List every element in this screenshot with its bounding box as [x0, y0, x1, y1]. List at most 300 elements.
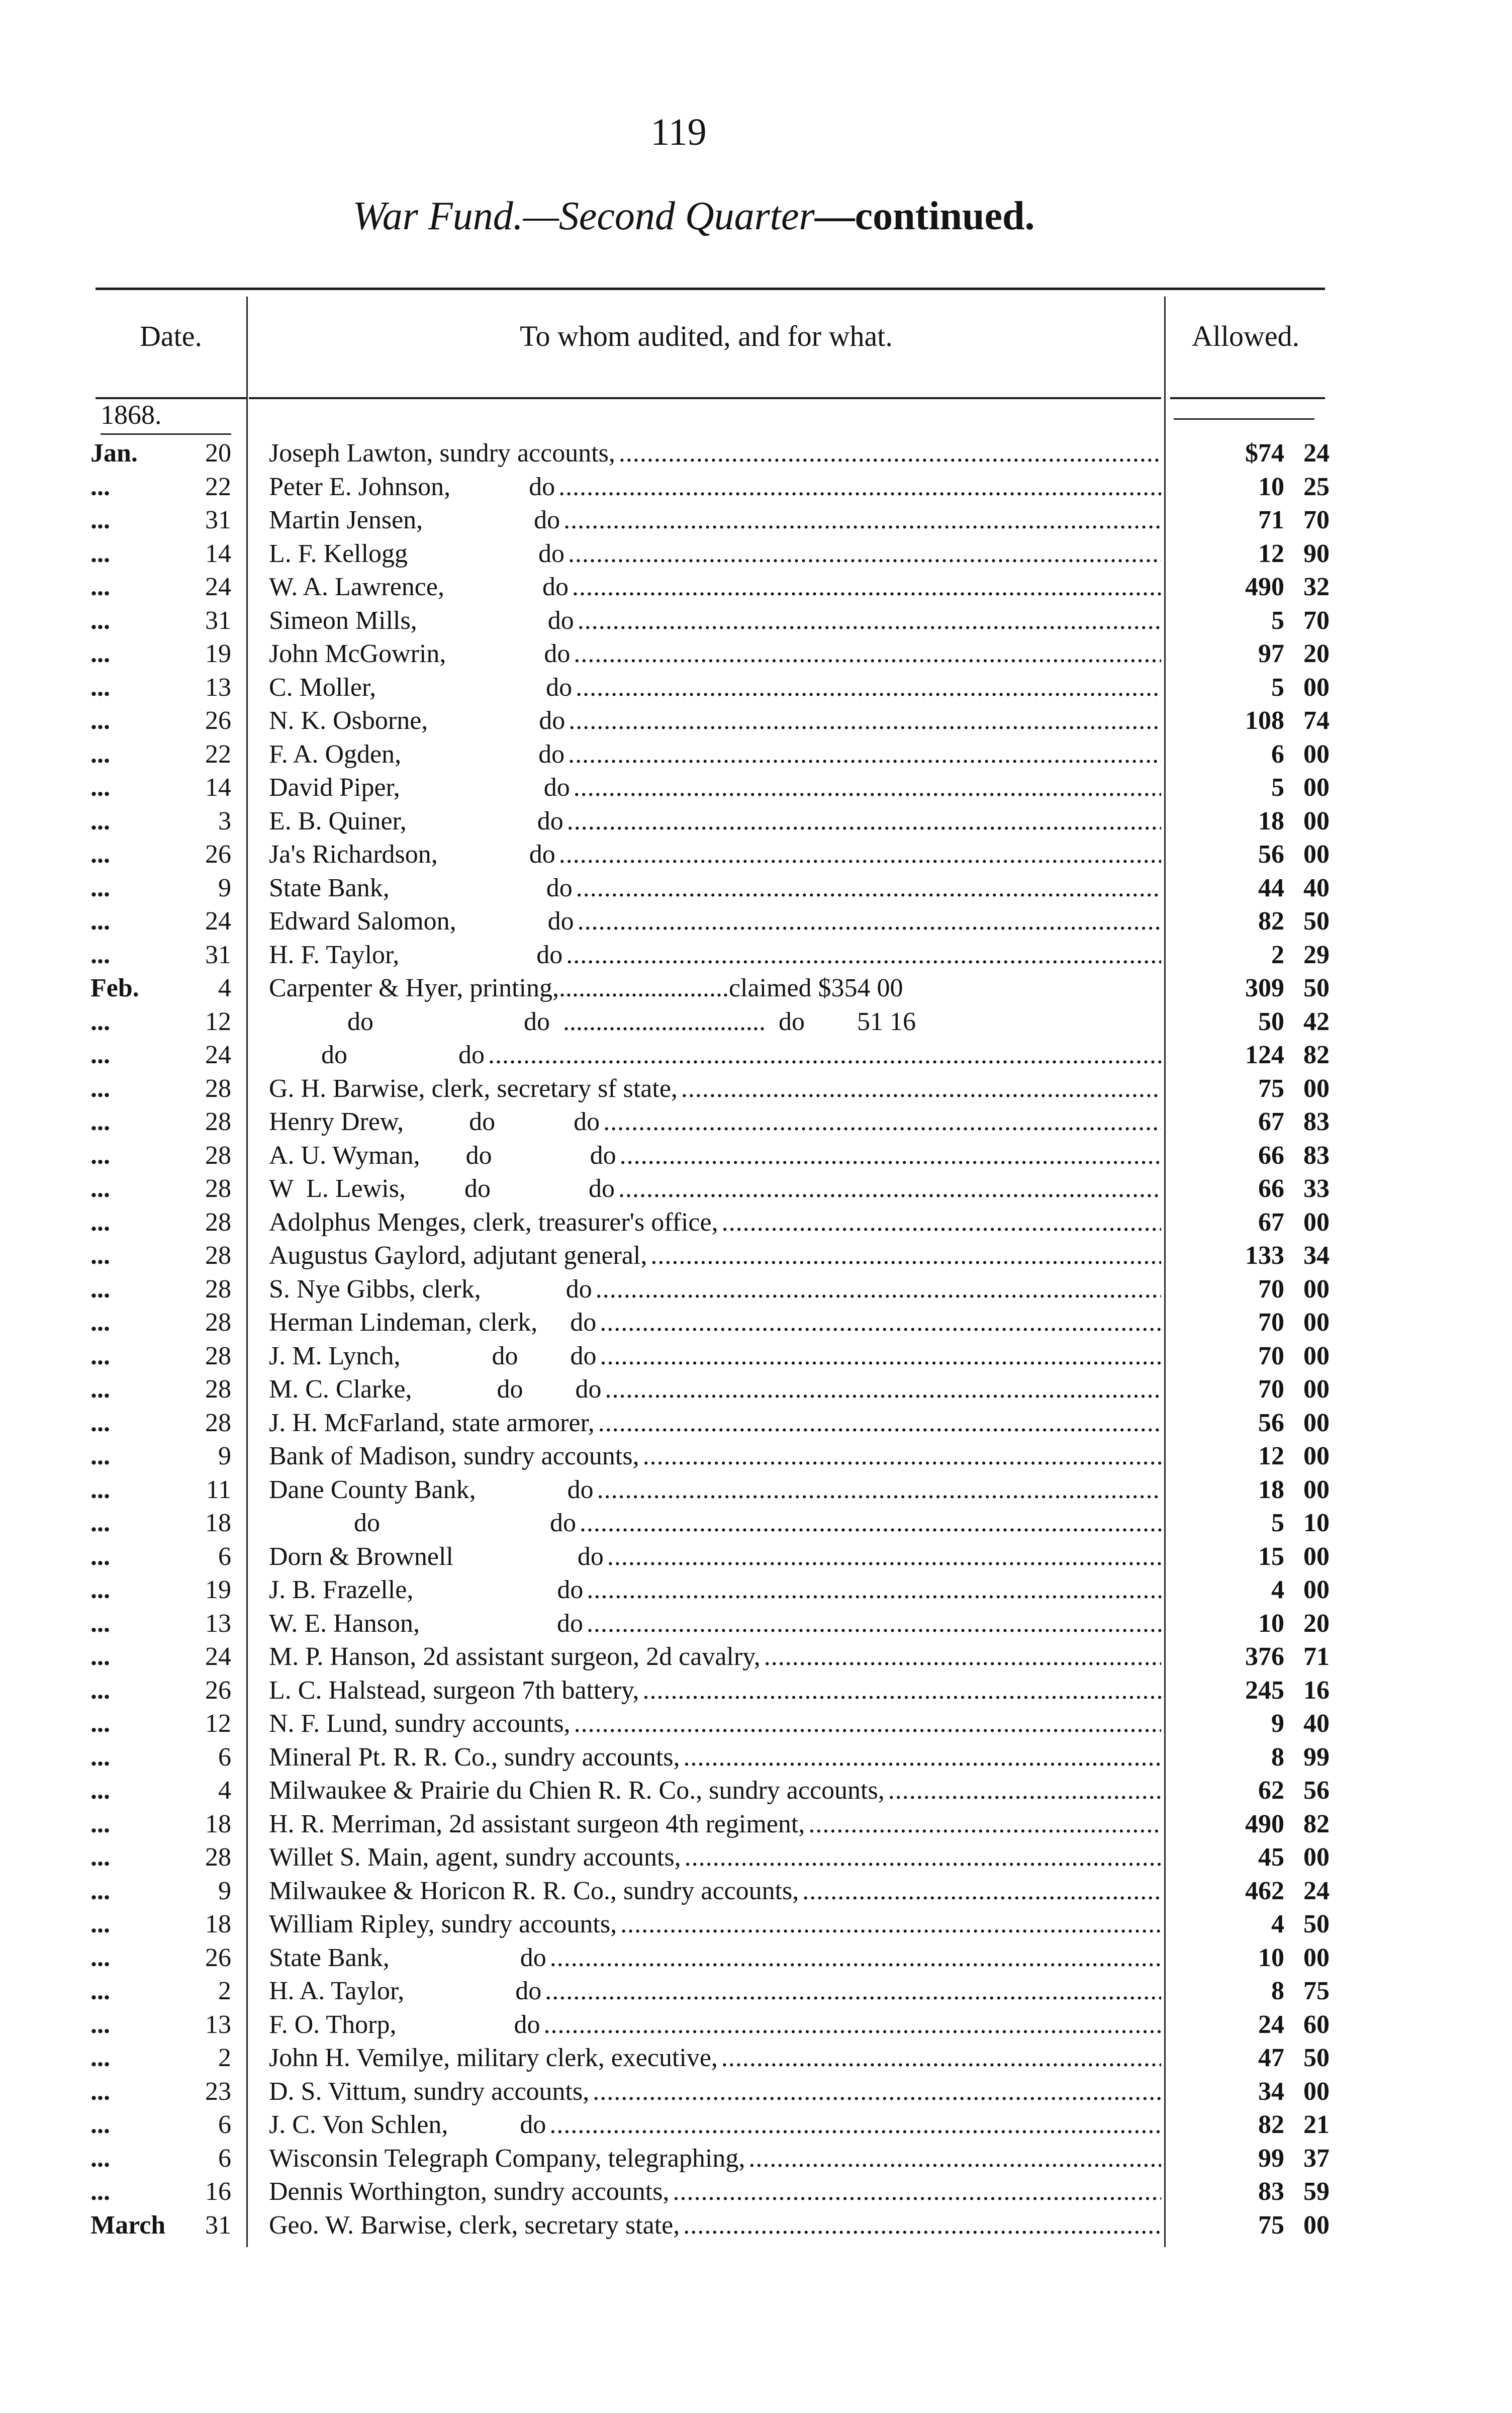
row-allowed-cents: 82: [1303, 1041, 1330, 1069]
row-allowed-cents: 24: [1303, 1876, 1330, 1905]
row-month: ...: [90, 1776, 110, 1805]
row-allowed-cents: 83: [1303, 1107, 1330, 1136]
row-allowed-cents: 00: [1303, 1843, 1330, 1872]
table-row: [0, 470, 1512, 504]
row-allowed-dollars: 8: [1271, 1742, 1284, 1772]
row-allowed-cents: 50: [1303, 1910, 1330, 1938]
table-row: [0, 1740, 1512, 1774]
row-allowed-dollars: 24: [1258, 2010, 1284, 2039]
row-allowed-cents: 20: [1303, 1609, 1330, 1638]
row-month: ...: [90, 940, 110, 969]
row-day: 6: [218, 1742, 231, 1772]
row-allowed-dollars: 245: [1245, 1676, 1284, 1705]
row-description: J. M. Lynch, do do . . .: [269, 1342, 1161, 1370]
row-month: ...: [90, 1041, 110, 1069]
row-description: F. O. Thorp, do . . .: [269, 2011, 1161, 2039]
row-day: 18: [205, 1509, 231, 1537]
row-allowed-dollars: 462: [1245, 1876, 1284, 1905]
row-allowed-dollars: 18: [1258, 1475, 1284, 1504]
table-row: [0, 1139, 1512, 1172]
row-allowed-dollars: 4: [1271, 1575, 1284, 1604]
row-description: H. A. Taylor, do . . .: [269, 1977, 1161, 2005]
row-month: ...: [90, 1442, 110, 1470]
row-allowed-cents: 00: [1303, 1475, 1330, 1504]
row-allowed-dollars: 12: [1258, 539, 1284, 568]
row-day: 18: [205, 1910, 231, 1938]
row-allowed-dollars: 47: [1258, 2044, 1284, 2072]
row-month: ...: [90, 2110, 110, 2139]
row-allowed-cents: 71: [1303, 1642, 1330, 1671]
row-day: 13: [205, 673, 231, 702]
table-row: [0, 2075, 1512, 2108]
table-row: [0, 1306, 1512, 1339]
row-day: 14: [205, 773, 231, 802]
header-rule-description: [249, 397, 1161, 399]
row-allowed-dollars: 44: [1258, 873, 1284, 902]
row-month: ...: [90, 1341, 110, 1370]
row-month: ...: [90, 1375, 110, 1404]
row-month: ...: [90, 873, 110, 902]
row-description: State Bank, do . . .: [269, 1944, 1161, 1972]
row-description: E. B. Quiner, do . . .: [269, 807, 1161, 836]
row-month: ...: [90, 1074, 110, 1103]
row-description: A. U. Wyman, do do . . .: [269, 1142, 1161, 1170]
row-day: 26: [205, 1943, 231, 1972]
row-month: ...: [90, 1876, 110, 1905]
row-allowed-dollars: 56: [1258, 840, 1284, 869]
row-day: 9: [218, 873, 231, 902]
row-allowed-cents: 29: [1303, 940, 1330, 969]
row-allowed-cents: 21: [1303, 2110, 1330, 2139]
row-month: March: [90, 2210, 166, 2240]
table-row: [0, 1038, 1512, 1072]
row-allowed-cents: 56: [1303, 1776, 1330, 1805]
row-description: Bank of Madison, sundry accounts, . . .: [269, 1442, 1161, 1470]
row-allowed-dollars: 71: [1258, 506, 1284, 534]
table-row: [0, 570, 1512, 604]
row-allowed-dollars: 34: [1258, 2077, 1284, 2106]
row-description: J. H. McFarland, state armorer, . . .: [269, 1409, 1161, 1437]
row-day: 28: [205, 1208, 231, 1237]
table-row: [0, 737, 1512, 771]
row-allowed-dollars: 82: [1258, 907, 1284, 936]
row-allowed-cents: 00: [1303, 1208, 1330, 1237]
row-allowed-cents: 70: [1303, 606, 1330, 635]
table-row: [0, 971, 1512, 1005]
row-allowed-cents: 50: [1303, 974, 1330, 1002]
row-day: 16: [205, 2177, 231, 2206]
table-row: [0, 1640, 1512, 1674]
row-day: 9: [218, 1876, 231, 1905]
row-description: William Ripley, sundry accounts, . . .: [269, 1910, 1161, 1938]
row-allowed-dollars: 490: [1245, 1809, 1284, 1838]
page-title-continued: —continued.: [814, 194, 1035, 238]
table-row: [0, 2008, 1512, 2041]
row-allowed-cents: 33: [1303, 1174, 1330, 1203]
table-row: [0, 1473, 1512, 1507]
row-month: Jan.: [90, 439, 138, 468]
row-description: L. F. Kellogg do . . .: [269, 540, 1161, 568]
row-month: ...: [90, 539, 110, 568]
row-description: Dorn & Brownell do . . .: [269, 1543, 1161, 1571]
row-allowed-cents: 00: [1303, 1375, 1330, 1404]
row-allowed-dollars: 5: [1271, 1509, 1284, 1537]
row-description: Adolphus Menges, clerk, treasurer's office, . . .: [269, 1209, 1161, 1237]
row-description: M. C. Clarke, do do . . .: [269, 1375, 1161, 1404]
table-row: [0, 1205, 1512, 1239]
row-allowed-cents: 99: [1303, 1742, 1330, 1772]
row-day: 4: [218, 974, 231, 1002]
row-day: 14: [205, 539, 231, 568]
row-allowed-cents: 00: [1303, 1074, 1330, 1103]
row-day: 28: [205, 1408, 231, 1437]
table-row: [0, 537, 1512, 571]
row-month: ...: [90, 2144, 110, 2173]
row-description: Dennis Worthington, sundry accounts, . . .: [269, 2178, 1161, 2206]
header-rule-allowed: [1170, 397, 1325, 399]
row-allowed-cents: 00: [1303, 739, 1330, 769]
table-row: [0, 1005, 1512, 1039]
row-allowed-dollars: 15: [1258, 1542, 1284, 1571]
table-row: [0, 1573, 1512, 1607]
row-day: 28: [205, 1308, 231, 1337]
row-allowed-dollars: $74: [1245, 439, 1284, 468]
row-allowed-dollars: 10: [1258, 1609, 1284, 1638]
row-day: 13: [205, 1609, 231, 1638]
table-row: [0, 1072, 1512, 1105]
table-row: [0, 1439, 1512, 1473]
row-allowed-cents: 00: [1303, 840, 1330, 869]
table-row: [0, 436, 1512, 470]
row-allowed-dollars: 67: [1258, 1208, 1284, 1237]
table-row: [0, 503, 1512, 537]
row-description: Edward Salomon, do . . .: [269, 907, 1161, 936]
table-row: [0, 938, 1512, 972]
table-row: [0, 2175, 1512, 2208]
row-description: do do . . .: [269, 1509, 1161, 1537]
row-description: H. R. Merriman, 2d assistant surgeon 4th regiment, . . .: [269, 1810, 1161, 1838]
row-day: 23: [205, 2077, 231, 2106]
row-day: 28: [205, 1341, 231, 1370]
row-allowed-cents: 34: [1303, 1241, 1330, 1270]
row-month: ...: [90, 1575, 110, 1604]
row-allowed-dollars: 50: [1258, 1007, 1284, 1036]
row-month: ...: [90, 472, 110, 501]
row-allowed-dollars: 70: [1258, 1274, 1284, 1304]
table-row: [0, 871, 1512, 905]
row-month: ...: [90, 1208, 110, 1237]
row-month: ...: [90, 673, 110, 702]
row-allowed-dollars: 45: [1258, 1843, 1284, 1872]
row-allowed-dollars: 124: [1245, 1041, 1284, 1069]
row-day: 31: [205, 940, 231, 969]
row-month: ...: [90, 1408, 110, 1437]
row-allowed-dollars: 83: [1258, 2177, 1284, 2206]
row-allowed-cents: 25: [1303, 472, 1330, 501]
row-description: Willet S. Main, agent, sundry accounts, . . .: [269, 1843, 1161, 1872]
row-description: do do ............................... do 51 16: [269, 1007, 916, 1036]
row-description: J. C. Von Schlen, do . . .: [269, 2111, 1161, 2139]
row-month: ...: [90, 1475, 110, 1504]
row-allowed-cents: 90: [1303, 539, 1330, 568]
row-allowed-dollars: 62: [1258, 1776, 1284, 1805]
row-allowed-cents: 00: [1303, 806, 1330, 836]
row-description: State Bank, do . . .: [269, 874, 1161, 902]
row-allowed-cents: 42: [1303, 1007, 1330, 1036]
row-allowed-cents: 37: [1303, 2144, 1330, 2173]
row-day: 6: [218, 2144, 231, 2173]
row-allowed-cents: 59: [1303, 2177, 1330, 2206]
row-allowed-cents: 10: [1303, 1509, 1330, 1537]
row-allowed-cents: 00: [1303, 2210, 1330, 2240]
row-allowed-dollars: 5: [1271, 773, 1284, 802]
row-month: ...: [90, 1141, 110, 1170]
row-allowed-cents: 40: [1303, 873, 1330, 902]
row-description: Ja's Richardson, do . . .: [269, 841, 1161, 869]
row-description: Dane County Bank, do . . .: [269, 1476, 1161, 1504]
row-allowed-cents: 40: [1303, 1709, 1330, 1738]
row-description: D. S. Vittum, sundry accounts, . . .: [269, 2078, 1161, 2106]
year-label: 1868.: [101, 400, 162, 430]
row-month: Feb.: [90, 974, 139, 1002]
row-allowed-cents: 00: [1303, 1442, 1330, 1470]
row-day: 28: [205, 1274, 231, 1304]
row-day: 11: [206, 1475, 231, 1504]
table-row: [0, 838, 1512, 871]
row-allowed-dollars: 2: [1271, 940, 1284, 969]
row-allowed-cents: 82: [1303, 1809, 1330, 1838]
row-allowed-dollars: 56: [1258, 1408, 1284, 1437]
row-month: ...: [90, 606, 110, 635]
row-description: L. C. Halstead, surgeon 7th battery, . . .: [269, 1677, 1161, 1705]
row-month: ...: [90, 639, 110, 668]
ledger-table-body: [0, 436, 1512, 2242]
row-allowed-cents: 00: [1303, 1274, 1330, 1304]
row-day: 28: [205, 1174, 231, 1203]
allowed-underline: [1174, 418, 1314, 420]
row-month: ...: [90, 2177, 110, 2206]
table-row: [0, 1774, 1512, 1807]
table-row: [0, 1807, 1512, 1841]
row-month: ...: [90, 1943, 110, 1972]
table-row: [0, 1339, 1512, 1373]
row-day: 2: [218, 2044, 231, 2072]
header-rule-date: [96, 397, 246, 399]
table-row: [0, 604, 1512, 637]
row-month: ...: [90, 706, 110, 735]
row-day: 3: [218, 806, 231, 836]
row-description: Simeon Mills, do . . .: [269, 607, 1161, 635]
row-day: 26: [205, 706, 231, 735]
row-day: 26: [205, 840, 231, 869]
row-description: Carpenter & Hyer, printing,..........................claimed $354 00: [269, 974, 903, 1002]
row-allowed-dollars: 70: [1258, 1341, 1284, 1370]
row-day: 22: [205, 739, 231, 769]
table-row: [0, 704, 1512, 737]
row-allowed-cents: 50: [1303, 2044, 1330, 2072]
row-day: 13: [205, 2010, 231, 2039]
row-allowed-dollars: 108: [1245, 706, 1284, 735]
row-month: ...: [90, 1174, 110, 1203]
row-description: Mineral Pt. R. R. Co., sundry accounts, . . .: [269, 1743, 1161, 1772]
table-row: [0, 1674, 1512, 1707]
row-description: David Piper, do . . .: [269, 774, 1161, 802]
row-month: ...: [90, 1843, 110, 1872]
row-allowed-cents: 60: [1303, 2010, 1330, 2039]
row-allowed-cents: 16: [1303, 1676, 1330, 1705]
row-allowed-cents: 70: [1303, 506, 1330, 534]
row-allowed-dollars: 490: [1245, 573, 1284, 601]
row-day: 28: [205, 1843, 231, 1872]
year-underline: [101, 433, 231, 435]
row-allowed-dollars: 9: [1271, 1709, 1284, 1738]
row-month: ...: [90, 1977, 110, 2005]
row-description: W. E. Hanson, do . . .: [269, 1610, 1161, 1638]
row-description: Geo. W. Barwise, clerk, secretary state, . . .: [269, 2211, 1161, 2240]
row-allowed-cents: 00: [1303, 673, 1330, 702]
row-allowed-cents: 83: [1303, 1141, 1330, 1170]
row-month: ...: [90, 1007, 110, 1036]
row-description: do do . . .: [269, 1041, 1161, 1069]
table-row: [0, 1941, 1512, 1975]
row-day: 6: [218, 1542, 231, 1571]
table-row: [0, 1540, 1512, 1573]
row-allowed-dollars: 67: [1258, 1107, 1284, 1136]
row-month: ...: [90, 506, 110, 534]
row-day: 24: [205, 907, 231, 936]
row-allowed-cents: 50: [1303, 907, 1330, 936]
row-day: 24: [205, 1642, 231, 1671]
row-allowed-dollars: 5: [1271, 673, 1284, 702]
row-day: 19: [205, 1575, 231, 1604]
row-day: 4: [218, 1776, 231, 1805]
page-title-main: War Fund.—Second Quarter: [352, 194, 815, 238]
row-description: G. H. Barwise, clerk, secretary sf state, . . .: [269, 1075, 1161, 1103]
row-day: 24: [205, 573, 231, 601]
row-month: ...: [90, 840, 110, 869]
row-month: ...: [90, 2044, 110, 2072]
table-row: [0, 1105, 1512, 1139]
row-allowed-dollars: 66: [1258, 1174, 1284, 1203]
row-month: ...: [90, 1241, 110, 1270]
row-month: ...: [90, 907, 110, 936]
row-description: Henry Drew, do do . . .: [269, 1108, 1161, 1136]
table-row: [0, 1506, 1512, 1540]
table-row: [0, 1707, 1512, 1740]
table-row: [0, 1172, 1512, 1205]
table-row: [0, 671, 1512, 704]
table-row: [0, 2041, 1512, 2075]
row-allowed-cents: 75: [1303, 1977, 1330, 2005]
row-day: 22: [205, 472, 231, 501]
row-description: John H. Vemilye, military clerk, executive, . . .: [269, 2044, 1161, 2072]
row-allowed-dollars: 5: [1271, 606, 1284, 635]
row-month: ...: [90, 573, 110, 601]
table-row: [0, 904, 1512, 938]
row-allowed-cents: 20: [1303, 639, 1330, 668]
row-allowed-dollars: 309: [1245, 974, 1284, 1002]
row-description: John McGowrin, do . . .: [269, 640, 1161, 668]
row-allowed-dollars: 18: [1258, 806, 1284, 836]
row-day: 31: [205, 506, 231, 534]
table-row: [0, 771, 1512, 804]
row-month: ...: [90, 2077, 110, 2106]
row-day: 28: [205, 1375, 231, 1404]
table-row: [0, 1239, 1512, 1272]
row-day: 26: [205, 1676, 231, 1705]
row-allowed-cents: 24: [1303, 439, 1330, 468]
row-description: H. F. Taylor, do . . .: [269, 941, 1161, 969]
row-allowed-dollars: 82: [1258, 2110, 1284, 2139]
table-row: [0, 1907, 1512, 1941]
row-month: ...: [90, 739, 110, 769]
row-allowed-dollars: 70: [1258, 1375, 1284, 1404]
row-day: 2: [218, 1977, 231, 2005]
table-row: [0, 1406, 1512, 1440]
row-month: ...: [90, 1742, 110, 1772]
row-allowed-dollars: 12: [1258, 1442, 1284, 1470]
row-description: Milwaukee & Horicon R. R. Co., sundry accounts, . . .: [269, 1877, 1161, 1905]
row-allowed-cents: 00: [1303, 2077, 1330, 2106]
row-day: 28: [205, 1107, 231, 1136]
row-day: 20: [205, 439, 231, 468]
row-description: Augustus Gaylord, adjutant general, . . .: [269, 1242, 1161, 1270]
row-description: N. K. Osborne, do . . .: [269, 707, 1161, 735]
row-month: ...: [90, 2010, 110, 2039]
row-description: J. B. Frazelle, do . . .: [269, 1576, 1161, 1604]
row-allowed-dollars: 376: [1245, 1642, 1284, 1671]
table-row: [0, 1272, 1512, 1306]
row-description: Martin Jensen, do . . .: [269, 506, 1161, 534]
row-description: Herman Lindeman, clerk, do . . .: [269, 1309, 1161, 1337]
row-description: Peter E. Johnson, do . . .: [269, 473, 1161, 501]
row-month: ...: [90, 773, 110, 802]
row-allowed-dollars: 99: [1258, 2144, 1284, 2173]
row-allowed-dollars: 75: [1258, 1074, 1284, 1103]
row-day: 28: [205, 1141, 231, 1170]
row-description: W L. Lewis, do do . . .: [269, 1175, 1161, 1203]
table-row: [0, 1874, 1512, 1908]
row-allowed-dollars: 70: [1258, 1308, 1284, 1337]
row-day: 9: [218, 1442, 231, 1470]
row-month: ...: [90, 1542, 110, 1571]
table-row: [0, 2108, 1512, 2142]
row-day: 28: [205, 1241, 231, 1270]
row-allowed-dollars: 97: [1258, 639, 1284, 668]
row-month: ...: [90, 1642, 110, 1671]
header-allowed: Allowed.: [1191, 320, 1300, 352]
row-allowed-cents: 32: [1303, 573, 1330, 601]
row-month: ...: [90, 1609, 110, 1638]
row-month: ...: [90, 1274, 110, 1304]
row-allowed-dollars: 10: [1258, 472, 1284, 501]
row-allowed-dollars: 75: [1258, 2210, 1284, 2240]
row-description: M. P. Hanson, 2d assistant surgeon, 2d cavalry, . . .: [269, 1643, 1161, 1671]
row-description: Joseph Lawton, sundry accounts, . . .: [269, 439, 1161, 468]
row-allowed-cents: 00: [1303, 1575, 1330, 1604]
table-row: [0, 804, 1512, 838]
row-day: 6: [218, 2110, 231, 2139]
row-description: W. A. Lawrence, do . . .: [269, 573, 1161, 601]
row-allowed-dollars: 4: [1271, 1910, 1284, 1938]
row-allowed-cents: 74: [1303, 706, 1330, 735]
row-month: ...: [90, 1809, 110, 1838]
row-description: N. F. Lund, sundry accounts, . . .: [269, 1710, 1161, 1738]
table-row: [0, 1372, 1512, 1406]
row-description: Wisconsin Telegraph Company, telegraphing, . . .: [269, 2145, 1161, 2173]
row-month: ...: [90, 1676, 110, 1705]
row-month: ...: [90, 1509, 110, 1537]
